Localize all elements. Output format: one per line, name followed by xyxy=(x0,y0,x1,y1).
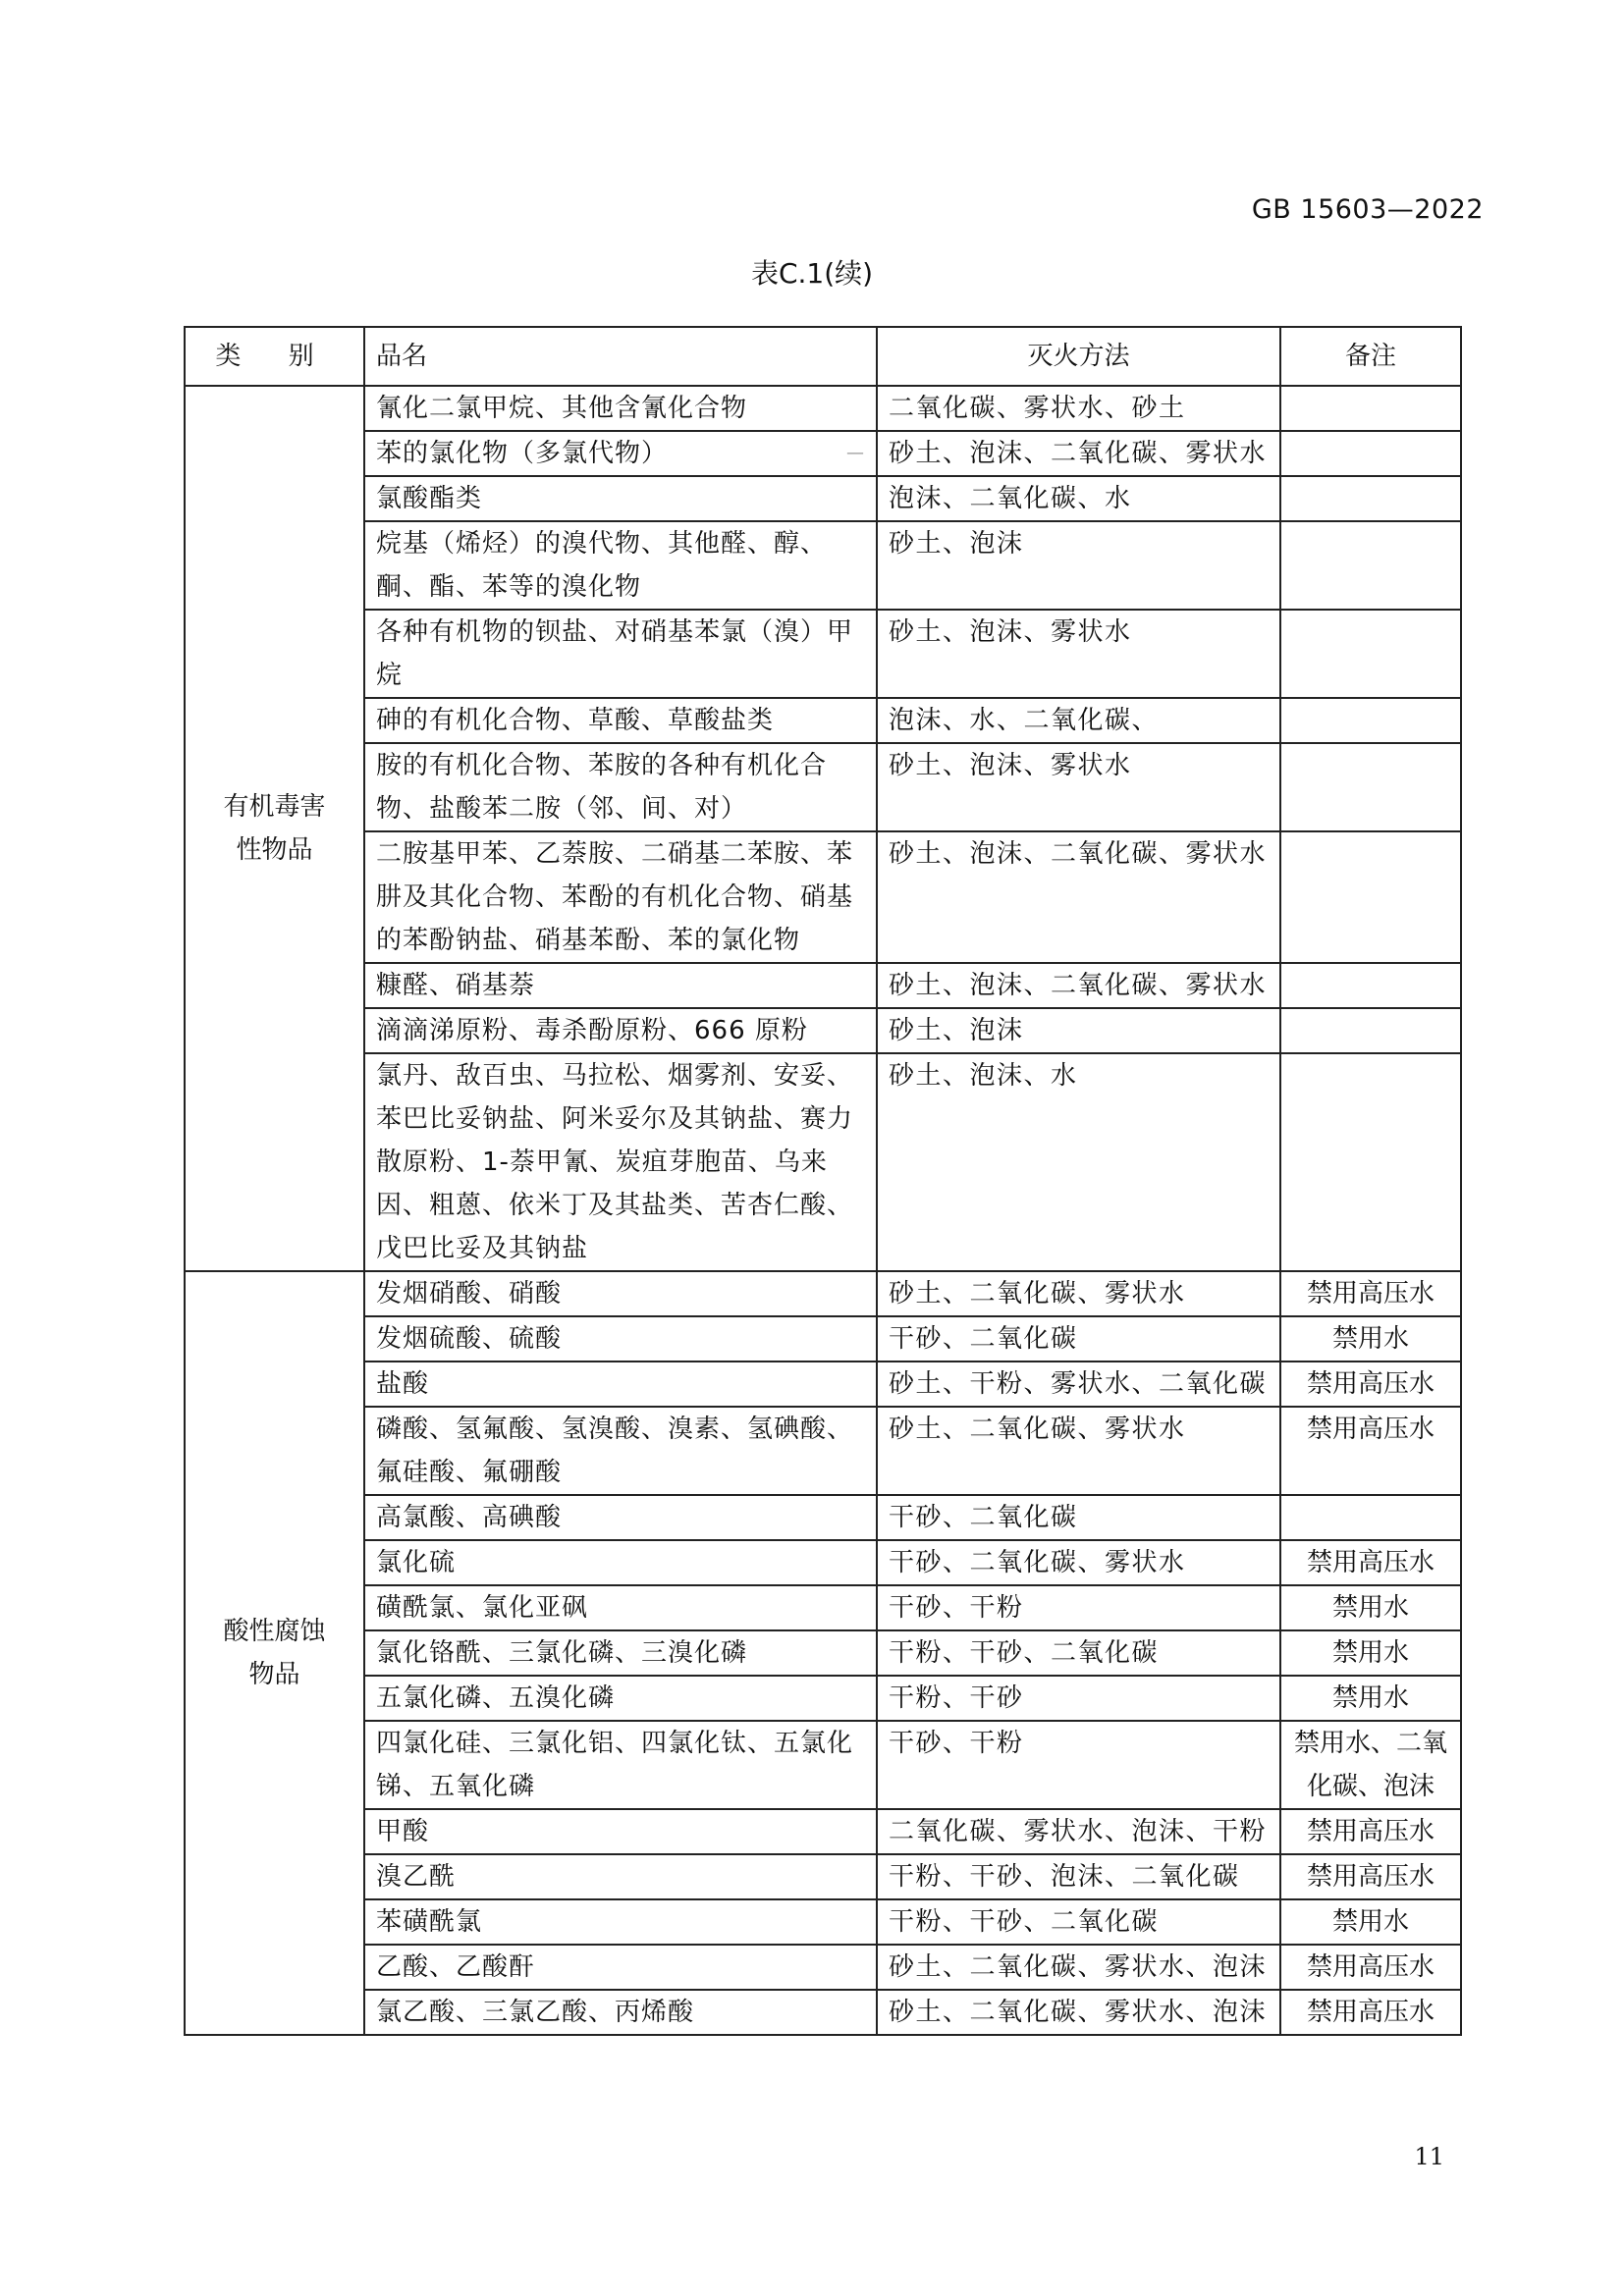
note-cell: 禁用高压水 xyxy=(1280,1945,1461,1990)
product-name-text: 磷酸、氢氟酸、氢溴酸、溴素、氢碘酸、氟硅酸、氟硼酸 xyxy=(376,1415,854,1487)
table-row xyxy=(185,386,1461,431)
product-name-text: 磺酰氯、氯化亚砜 xyxy=(376,1593,589,1623)
product-name-text: 高氯酸、高碘酸 xyxy=(376,1503,563,1532)
extinguishing-method-cell: 干砂、二氧化碳 xyxy=(877,1495,1280,1540)
product-name-text: 苯的氯化物（多氯代物） xyxy=(376,439,669,468)
note-cell xyxy=(1280,743,1461,831)
extinguishing-method-cell: 砂土、干粉、雾状水、二氧化碳 xyxy=(877,1362,1280,1407)
note-cell: 禁用水 xyxy=(1280,1630,1461,1676)
table-row xyxy=(185,610,1461,698)
page-number: 11 xyxy=(1414,2143,1444,2170)
note-cell xyxy=(1280,386,1461,431)
product-name-text: 二胺基甲苯、乙萘胺、二硝基二苯胺、苯肼及其化合物、苯酚的有机化合物、硝基的苯酚钠盐、硝基苯酚、苯的氯化物 xyxy=(376,839,854,955)
product-name-cell xyxy=(364,1854,877,1899)
note-cell xyxy=(1280,521,1461,610)
table-row xyxy=(185,1721,1461,1809)
extinguishing-method-cell: 砂土、泡沫、水 xyxy=(877,1053,1280,1271)
product-name-cell xyxy=(364,1316,877,1362)
product-name-text: 烷基（烯烃）的溴代物、其他醛、醇、酮、酯、苯等的溴化物 xyxy=(376,529,828,602)
extinguishing-method-cell: 干砂、二氧化碳、雾状水 xyxy=(877,1540,1280,1585)
table-row xyxy=(185,1008,1461,1053)
extinguishing-method-cell: 砂土、二氧化碳、雾状水、泡沫 xyxy=(877,1990,1280,2035)
extinguishing-method-cell: 干粉、干砂、二氧化碳 xyxy=(877,1899,1280,1945)
table-header-row xyxy=(185,327,1461,386)
table-row xyxy=(185,521,1461,610)
product-name-text: 苯磺酰氯 xyxy=(376,1907,483,1937)
extinguishing-method-cell: 泡沫、二氧化碳、水 xyxy=(877,476,1280,521)
product-name-text: 溴乙酰 xyxy=(376,1862,457,1892)
product-name-cell xyxy=(364,1809,877,1854)
extinguishing-method-cell: 干砂、二氧化碳 xyxy=(877,1316,1280,1362)
product-name-text: 各种有机物的钡盐、对硝基苯氯（溴）甲烷 xyxy=(376,617,854,690)
product-name-cell xyxy=(364,431,877,476)
product-name-cell xyxy=(364,698,877,743)
product-name-text: 滴滴涕原粉、毒杀酚原粉、666 原粉 xyxy=(376,1016,808,1045)
category-cell: 酸性腐蚀物品 xyxy=(185,1271,364,2035)
product-name-text: 发烟硫酸、硫酸 xyxy=(376,1324,563,1354)
product-name-text: 氯丹、敌百虫、马拉松、烟雾剂、安妥、苯巴比妥钠盐、阿米妥尔及其钠盐、赛力散原粉、1-萘甲氰、炭疽芽胞苗、乌来因、粗蒽、依米丁及其盐类、苦杏仁酸、戊巴比妥及其钠盐 xyxy=(376,1061,854,1263)
table-row xyxy=(185,1316,1461,1362)
extinguishing-method-cell: 干粉、干砂、二氧化碳 xyxy=(877,1630,1280,1676)
table-row xyxy=(185,1362,1461,1407)
product-name-cell xyxy=(364,386,877,431)
extinguishing-method-cell: 砂土、泡沫、二氧化碳、雾状水 xyxy=(877,831,1280,963)
note-cell xyxy=(1280,831,1461,963)
note-cell: 禁用水 xyxy=(1280,1676,1461,1721)
extinguishing-method-cell: 砂土、二氧化碳、雾状水 xyxy=(877,1407,1280,1495)
table-row xyxy=(185,1053,1461,1271)
product-name-text: 四氯化硅、三氯化铝、四氯化钛、五氯化锑、五氧化磷 xyxy=(376,1729,854,1801)
note-cell xyxy=(1280,1008,1461,1053)
product-name-cell xyxy=(364,743,877,831)
product-name-text: 甲酸 xyxy=(376,1817,430,1846)
product-name-text: 氯酸酯类 xyxy=(376,484,483,513)
table-row xyxy=(185,831,1461,963)
header-note: 备注 xyxy=(1280,327,1461,386)
extinguishing-method-cell: 干砂、干粉 xyxy=(877,1721,1280,1809)
product-name-text: 乙酸、乙酸酐 xyxy=(376,1952,536,1982)
table-row xyxy=(185,698,1461,743)
product-name-cell xyxy=(364,1721,877,1809)
table-title: 表C.1(续) xyxy=(750,257,874,290)
note-cell: 禁用高压水 xyxy=(1280,1362,1461,1407)
product-name-text: 五氯化磷、五溴化磷 xyxy=(376,1683,616,1713)
table-row xyxy=(185,476,1461,521)
note-cell xyxy=(1280,963,1461,1008)
extinguishing-method-cell: 砂土、二氧化碳、雾状水、泡沫 xyxy=(877,1945,1280,1990)
product-name-text: 砷的有机化合物、草酸、草酸盐类 xyxy=(376,706,775,735)
extinguishing-method-cell: 砂土、泡沫、二氧化碳、雾状水 xyxy=(877,431,1280,476)
product-name-cell xyxy=(364,1495,877,1540)
note-cell xyxy=(1280,610,1461,698)
product-name-text: 氯化硫 xyxy=(376,1548,457,1577)
product-name-text: 糠醛、硝基萘 xyxy=(376,971,536,1000)
extinguishing-method-cell: 二氧化碳、雾状水、砂土 xyxy=(877,386,1280,431)
note-cell: 禁用水 xyxy=(1280,1585,1461,1630)
product-name-cell xyxy=(364,1899,877,1945)
table-row xyxy=(185,1990,1461,2035)
product-name-cell xyxy=(364,1407,877,1495)
note-cell: 禁用水、二氧化碳、泡沫 xyxy=(1280,1721,1461,1809)
product-name-text: 发烟硝酸、硝酸 xyxy=(376,1279,563,1308)
extinguishing-method-cell: 砂土、泡沫、二氧化碳、雾状水 xyxy=(877,963,1280,1008)
fire-extinguishing-table xyxy=(184,326,1462,2036)
table-row xyxy=(185,431,1461,476)
extinguishing-method-cell: 干粉、干砂、泡沫、二氧化碳 xyxy=(877,1854,1280,1899)
product-name-text: 氯乙酸、三氯乙酸、丙烯酸 xyxy=(376,1998,695,2027)
note-cell xyxy=(1280,1495,1461,1540)
extinguishing-method-cell: 砂土、泡沫、雾状水 xyxy=(877,743,1280,831)
note-cell xyxy=(1280,431,1461,476)
product-name-cell xyxy=(364,963,877,1008)
table-row xyxy=(185,1495,1461,1540)
note-cell: 禁用水 xyxy=(1280,1316,1461,1362)
table-row xyxy=(185,1407,1461,1495)
note-cell xyxy=(1280,698,1461,743)
table-row xyxy=(185,1676,1461,1721)
product-name-cell xyxy=(364,1271,877,1316)
category-cell: 有机毒害性物品 xyxy=(185,386,364,1271)
extinguishing-method-cell: 砂土、泡沫 xyxy=(877,1008,1280,1053)
note-cell xyxy=(1280,1053,1461,1271)
table-row xyxy=(185,1630,1461,1676)
product-name-text: 胺的有机化合物、苯胺的各种有机化合物、盐酸苯二胺（邻、间、对） xyxy=(376,751,828,824)
product-name-text: 盐酸 xyxy=(376,1369,430,1399)
header-name: 品名 xyxy=(364,327,877,386)
note-cell: 禁用高压水 xyxy=(1280,1854,1461,1899)
extinguishing-method-cell: 砂土、二氧化碳、雾状水 xyxy=(877,1271,1280,1316)
note-cell: 禁用高压水 xyxy=(1280,1809,1461,1854)
table-body xyxy=(185,386,1461,2035)
extinguishing-method-cell: 砂土、泡沫 xyxy=(877,521,1280,610)
table-row xyxy=(185,1540,1461,1585)
product-name-cell xyxy=(364,521,877,610)
header-category: 类 别 xyxy=(185,327,364,386)
product-name-cell xyxy=(364,1008,877,1053)
standard-number: GB 15603—2022 xyxy=(1251,194,1484,225)
product-name-cell xyxy=(364,1053,877,1271)
table-row xyxy=(185,1809,1461,1854)
note-cell xyxy=(1280,476,1461,521)
table-row xyxy=(185,1854,1461,1899)
table-row xyxy=(185,1899,1461,1945)
extinguishing-method-cell: 干砂、干粉 xyxy=(877,1585,1280,1630)
product-name-text: 氰化二氯甲烷、其他含氰化合物 xyxy=(376,394,748,423)
dash-mark: — xyxy=(846,443,865,463)
product-name-cell xyxy=(364,1630,877,1676)
product-name-cell xyxy=(364,831,877,963)
table-row xyxy=(185,1945,1461,1990)
note-cell: 禁用高压水 xyxy=(1280,1271,1461,1316)
extinguishing-method-cell: 泡沫、水、二氧化碳、 xyxy=(877,698,1280,743)
note-cell: 禁用高压水 xyxy=(1280,1540,1461,1585)
note-cell: 禁用高压水 xyxy=(1280,1990,1461,2035)
product-name-cell xyxy=(364,476,877,521)
product-name-cell xyxy=(364,1362,877,1407)
product-name-cell xyxy=(364,610,877,698)
header-method: 灭火方法 xyxy=(877,327,1280,386)
product-name-cell xyxy=(364,1585,877,1630)
extinguishing-method-cell: 干粉、干砂 xyxy=(877,1676,1280,1721)
table-row xyxy=(185,743,1461,831)
product-name-cell xyxy=(364,1676,877,1721)
table-row xyxy=(185,1271,1461,1316)
extinguishing-method-cell: 砂土、泡沫、雾状水 xyxy=(877,610,1280,698)
table-row xyxy=(185,1585,1461,1630)
extinguishing-method-cell: 二氧化碳、雾状水、泡沫、干粉 xyxy=(877,1809,1280,1854)
table-row xyxy=(185,963,1461,1008)
product-name-cell xyxy=(364,1990,877,2035)
product-name-text: 氯化铬酰、三氯化磷、三溴化磷 xyxy=(376,1638,748,1668)
note-cell: 禁用水 xyxy=(1280,1899,1461,1945)
product-name-cell xyxy=(364,1540,877,1585)
note-cell: 禁用高压水 xyxy=(1280,1407,1461,1495)
product-name-cell xyxy=(364,1945,877,1990)
